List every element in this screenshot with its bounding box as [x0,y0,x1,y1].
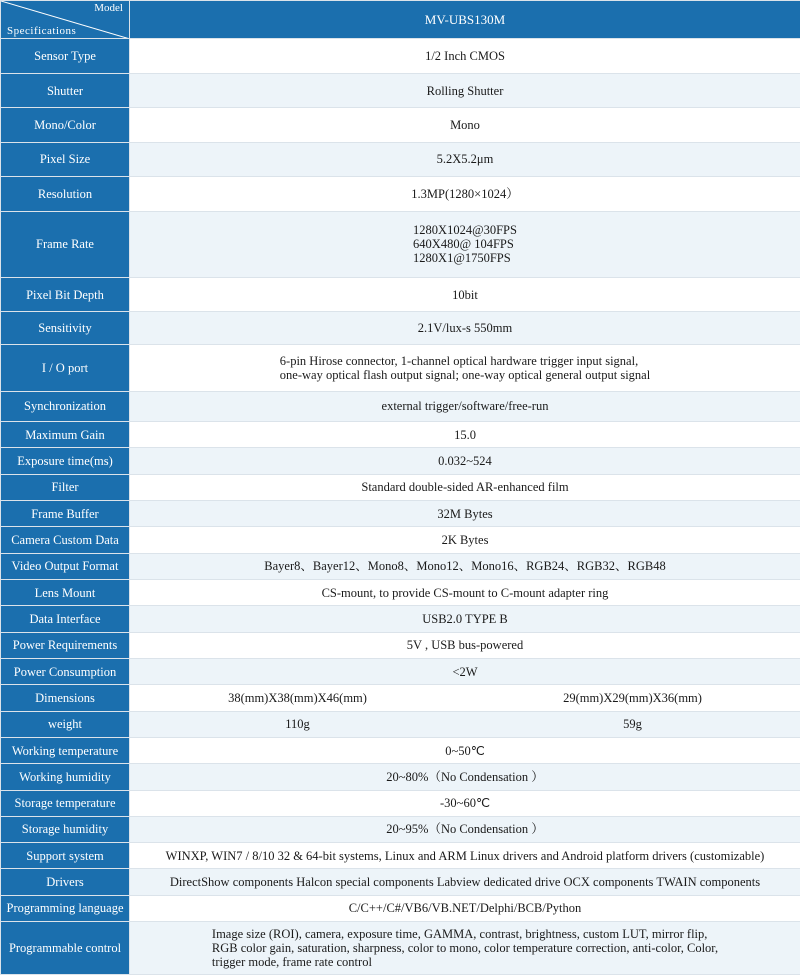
label-dimensions: Dimensions [1,685,130,711]
row-mono-color [1,108,800,142]
value-dimensions [130,685,800,711]
row-power-requirements [1,632,800,658]
label-exposure-time: Exposure time(ms) [1,448,130,474]
value-weight [130,711,800,737]
row-video-output-format [1,553,800,579]
value-sensitivity: 2.1V/lux-s 550mm [130,311,800,344]
value-support-system: WINXP, WIN7 / 8/10 32 & 64-bit systems, Linux and ARM Linux drivers and Android platform drivers (customizable) [130,843,800,869]
row-dimensions [1,685,800,711]
label-pixel-bit-depth: Pixel Bit Depth [1,278,130,311]
label-weight: weight [1,711,130,737]
label-programming-language: Programming language [1,895,130,921]
label-camera-custom-data: Camera Custom Data [1,527,130,553]
value-pixel-bit-depth: 10bit [130,278,800,311]
label-synchronization: Synchronization [1,391,130,421]
value-pixel-size: 5.2X5.2μm [130,142,800,176]
label-frame-buffer: Frame Buffer [1,501,130,527]
weight-value-a: 110g [285,717,310,732]
row-pixel-bit-depth [1,278,800,311]
row-weight [1,711,800,737]
value-data-interface: USB2.0 TYPE B [130,606,800,632]
label-drivers: Drivers [1,869,130,895]
value-synchronization: external trigger/software/free-run [130,391,800,421]
value-frame-buffer: 32M Bytes [130,501,800,527]
row-storage-temperature [1,790,800,816]
row-resolution [1,177,800,211]
label-working-humidity: Working humidity [1,764,130,790]
row-maximum-gain [1,422,800,448]
value-io-port [130,345,800,392]
label-programmable-control: Programmable control [1,922,130,975]
row-programming-language [1,895,800,921]
label-storage-humidity: Storage humidity [1,816,130,842]
value-shutter: Rolling Shutter [130,73,800,107]
label-sensitivity: Sensitivity [1,311,130,344]
row-lens-mount [1,580,800,606]
value-camera-custom-data: 2K Bytes [130,527,800,553]
label-mono-color: Mono/Color [1,108,130,142]
weight-split [130,717,800,731]
row-programmable-control [1,922,800,975]
row-frame-buffer [1,501,800,527]
value-filter: Standard double-sided AR-enhanced film [130,474,800,500]
label-working-temperature: Working temperature [1,737,130,763]
row-support-system [1,843,800,869]
value-maximum-gain: 15.0 [130,422,800,448]
value-programmable-control [130,922,800,975]
programmable-control-lines [212,927,718,969]
label-io-port: I / O port [1,345,130,392]
value-mono-color: Mono [130,108,800,142]
value-sensor-type: 1/2 Inch CMOS [130,39,800,73]
dimensions-value-b: 29(mm)X29(mm)X36(mm) [563,690,702,705]
specifications-header-label: Specifications [7,25,77,38]
corner-header-cell [1,1,130,39]
label-video-output-format: Video Output Format [1,553,130,579]
frame-rate-line: 1280X1@1750FPS [413,251,511,266]
row-power-consumption [1,658,800,684]
value-power-requirements: 5V , USB bus-powered [130,632,800,658]
value-frame-rate [130,211,800,278]
value-video-output-format: Bayer8、Bayer12、Mono8、Mono12、Mono16、RGB24、RGB32、RGB48 [130,553,800,579]
row-pixel-size [1,142,800,176]
weight-value-b: 59g [623,717,642,732]
row-sensor-type [1,39,800,73]
label-data-interface: Data Interface [1,606,130,632]
io-port-lines [280,354,650,382]
dimensions-value-a: 38(mm)X38(mm)X46(mm) [228,690,367,705]
row-drivers [1,869,800,895]
io-port-line: one-way optical flash output signal; one-way optical general output signal [279,367,651,382]
io-port-line: 6-pin Hirose connector, 1-channel optical hardware trigger input signal, [279,353,639,368]
value-lens-mount: CS-mount, to provide CS-mount to C-mount adapter ring [130,580,800,606]
row-exposure-time [1,448,800,474]
label-pixel-size: Pixel Size [1,142,130,176]
model-name: MV-UBS130M [130,1,800,39]
label-frame-rate: Frame Rate [1,211,130,278]
value-resolution: 1.3MP(1280×1024） [130,177,800,211]
label-maximum-gain: Maximum Gain [1,422,130,448]
label-support-system: Support system [1,843,130,869]
value-storage-humidity: 20~95%（No Condensation ） [130,816,800,842]
programmable-control-line: Image size (ROI), camera, exposure time, GAMMA, contrast, brightness, custom LUT, mirror flip, [211,927,708,942]
programmable-control-line: RGB color gain, saturation, sharpness, color to mono, color temperature correction, anti-color, Color, [211,941,719,956]
frame-rate-lines [413,223,517,265]
row-storage-humidity [1,816,800,842]
value-exposure-time: 0.032~524 [130,448,800,474]
value-drivers: DirectShow components Halcon special components Labview dedicated drive OCX components TWAIN components [130,869,800,895]
value-storage-temperature: -30~60℃ [130,790,800,816]
label-shutter: Shutter [1,73,130,107]
label-lens-mount: Lens Mount [1,580,130,606]
row-shutter [1,73,800,107]
row-working-humidity [1,764,800,790]
value-working-temperature: 0~50℃ [130,737,800,763]
row-working-temperature [1,737,800,763]
row-synchronization [1,391,800,421]
header-row [1,1,800,39]
row-sensitivity [1,311,800,344]
dimensions-split [130,691,800,705]
row-camera-custom-data [1,527,800,553]
label-power-consumption: Power Consumption [1,658,130,684]
frame-rate-line: 1280X1024@30FPS [413,223,517,238]
value-programming-language: C/C++/C#/VB6/VB.NET/Delphi/BCB/Python [130,895,800,921]
value-power-consumption: <2W [130,658,800,684]
value-working-humidity: 20~80%（No Condensation ） [130,764,800,790]
row-filter [1,474,800,500]
model-header-label: Model [94,2,123,14]
label-sensor-type: Sensor Type [1,39,130,73]
frame-rate-line: 640X480@ 104FPS [413,237,514,252]
row-data-interface [1,606,800,632]
row-io-port [1,345,800,392]
row-frame-rate [1,211,800,278]
label-filter: Filter [1,474,130,500]
programmable-control-line: trigger mode, frame rate control [211,955,372,970]
label-power-requirements: Power Requirements [1,632,130,658]
label-storage-temperature: Storage temperature [1,790,130,816]
label-resolution: Resolution [1,177,130,211]
